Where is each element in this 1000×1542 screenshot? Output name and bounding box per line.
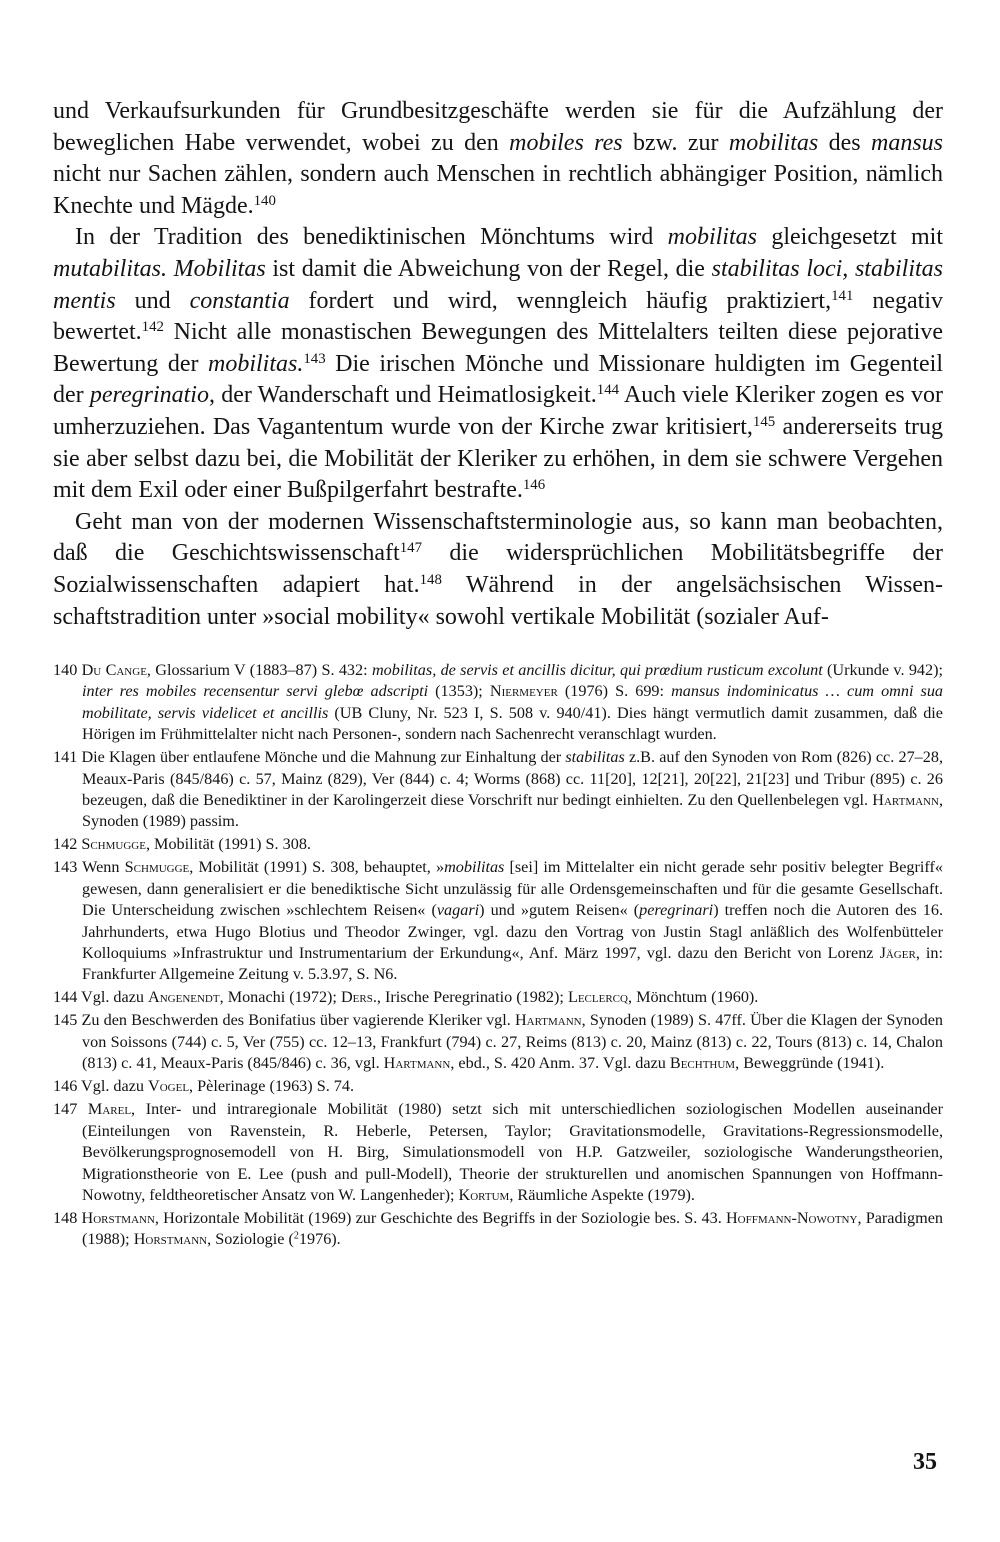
footnote-147: 147 Marel, Inter- und intraregionale Mobilität (1980) setzt sich mit unterschiedlichen soziologischen Modellen auseinander (Einteilungen von Ravenstein, R. Heberle, Petersen, Taylor; Gravitationsmodelle, Gravitations-Regressionsmodelle, Bevölkerungsprognosemodell von H. Birg, Simulationsmodell von H.P. Gatzweiler, soziologische Wanderungstheorien, Migrationstheorie von E. Lee (push and pull-Modell), Theorie der strukturellen und anomischen Spannungen von Hoffmann-Nowotny, feldtheoretischer Ansatz von W. Langenheder); Kortum, Räumliche Aspekte (1979). — [53, 1100, 943, 1204]
paragraph: In der Tradition des benediktinischen Mönchtums wird mobilitas gleichgesetzt mit mutabilitas. Mobilitas ist damit die Abweichung von der Regel, die stabilitas loci, stabilitas mentis und constantia fordert und wird, wenngleich häufig praktiziert,$^{141}$ negativ bewertet.$^{142}$ Nicht alle monastischen Bewegungen des Mittelalters teilten diese pejorative Bewertung der mobilitas.$^{143}$ Die irischen Mönche und Missionare huldigten im Gegenteil der peregrinatio, der Wanderschaft und Heimatlosigkeit.$^{144}$ Auch viele Kleriker zogen es vor umherzuziehen. Das Vagantentum wurde von der Kirche zwar kritisiert,$^{145}$ andererseits trug sie aber selbst dazu bei, die Mobilität der Kleriker zu erhöhen, in dem sie schwere Vergehen mit dem Exil oder einer Bußpilgerfahrt bestrafte.$^{146}$ — [53, 224, 944, 504]
footnote-140: 140 Du Cange, Glossarium V (1883–87) S. 432: mobilitas, de servis et ancillis dicitur, qui prœdium rusticum excolunt (Urkunde v. 942); inter res mobiles recensentur servi glebœ adscripti (1353); Niermeyer (1976) S. 699: mansus indominicatus … cum omni sua mobilitate, servis videlicet et ancillis (UB Cluny, Nr. 523 I, S. 508 v. 940/41). Dies hängt vermutlich damit zusammen, daß die Hörigen im Frühmittelalter nicht nach Personen-, sondern nach Sachenrecht veranschlagt wurden. — [53, 661, 944, 744]
footnote-141: 141 Die Klagen über entlaufene Mönche und die Mahnung zur Einhaltung der stabilitas z.B. auf den Synoden von Rom (826) cc. 27–28, Meaux-Paris (845/846) c. 57, Mainz (829), Ver (844) c. 4; Worms (868) cc. 11[20], 12[21], 20[22], 21[23] und Tribur (895) c. 26 bezeugen, daß die Benediktiner in der Karolingerzeit diese Vorschrift nur bedingt einhielten. Zu den Quellenbelegen vgl. Hartmann, Synoden (1989) passim. — [53, 748, 943, 831]
footnote-146: 146 Vgl. dazu Vogel, Pèlerinage (1963) S. 74. — [53, 1077, 355, 1096]
page-number: 35 — [913, 1449, 937, 1475]
footnotes — [53, 660, 943, 1252]
book-page — [53, 0, 943, 1542]
paragraph: Geht man von der modernen Wissenschaftsterminologie aus, so kann man beobachten, daß die Geschichtswissenschaft$^{147}$ die widersprüchlichen Mobilitätsbegriffe der Sozialwissenschaften adapiert hat.$^{148}$ Während in der angelsächsischen Wissenschaftstradition unter »social mobility« sowohl vertikale Mobilität (sozialer Auf- — [53, 508, 944, 630]
footnote-144: 144 Vgl. dazu Angenendt, Monachi (1972); Ders., Irische Peregrinatio (1982); Leclercq, Mönchtum (1960). — [53, 988, 759, 1007]
paragraph: und Verkaufsurkunden für Grundbesitzgeschäfte werden sie für die Aufzählung der beweglichen Habe verwendet, wobei zu den mobiles res bzw. zur mobilitas des mansus nicht nur Sachen zählen, sondern auch Menschen in rechtlich abhängiger Position, nämlich Knechte und Mägde.$^{140}$ — [53, 98, 943, 219]
body-text — [53, 96, 943, 633]
footnote-148: 148 Horstmann, Horizontale Mobilität (1969) zur Geschichte des Begriffs in der Soziologie bes. S. 43. Hoffmann-Nowotny, Paradigmen (1988); Horstmann, Soziologie ($^2$1976). — [53, 1208, 944, 1249]
footnote-143: 143 Wenn Schmugge, Mobilität (1991) S. 308, behauptet, »mobilitas [sei] im Mittelalter ein nicht gerade sehr positiv belegter Begriff« gewesen, dann generalisiert er die benediktische Sicht unzulässig für alle Ordensgemeinschaften und für die gesamte Gesellschaft. Die Unterscheidung zwischen »schlechtem Reisen« (vagari) und »gutem Reisen« (peregrinari) treffen noch die Autoren des 16. Jahrhunderts, etwa Hugo Blotius und Theodor Zwinger, vgl. dazu den Vortrag von Justin Stagl anläßlich des Wolfenbütteler Kolloquiums »Infrastruktur und Instrumentarium der Erkundung«, Anf. März 1997, vgl. dazu den Bericht von Lorenz Jäger, in: Frankfurter Allgemeine Zeitung v. 5.3.97, S. N6. — [53, 858, 944, 984]
footnote-142: 142 Schmugge, Mobilität (1991) S. 308. — [53, 835, 311, 854]
footnote-145: 145 Zu den Beschwerden des Bonifatius über vagierende Kleriker vgl. Hartmann, Synoden (1989) S. 47ff. Über die Klagen der Synoden von Soissons (744) c. 5, Ver (755) cc. 12–13, Frankfurt (794) c. 27, Reims (813) c. 20, Mainz (813) c. 22, Tours (813) c. 14, Chalon (813) c. 41, Meaux-Paris (845/846) c. 36, vgl. Hartmann, ebd., S. 420 Anm. 37. Vgl. dazu Bechthum, Beweggründe (1941). — [53, 1011, 943, 1073]
